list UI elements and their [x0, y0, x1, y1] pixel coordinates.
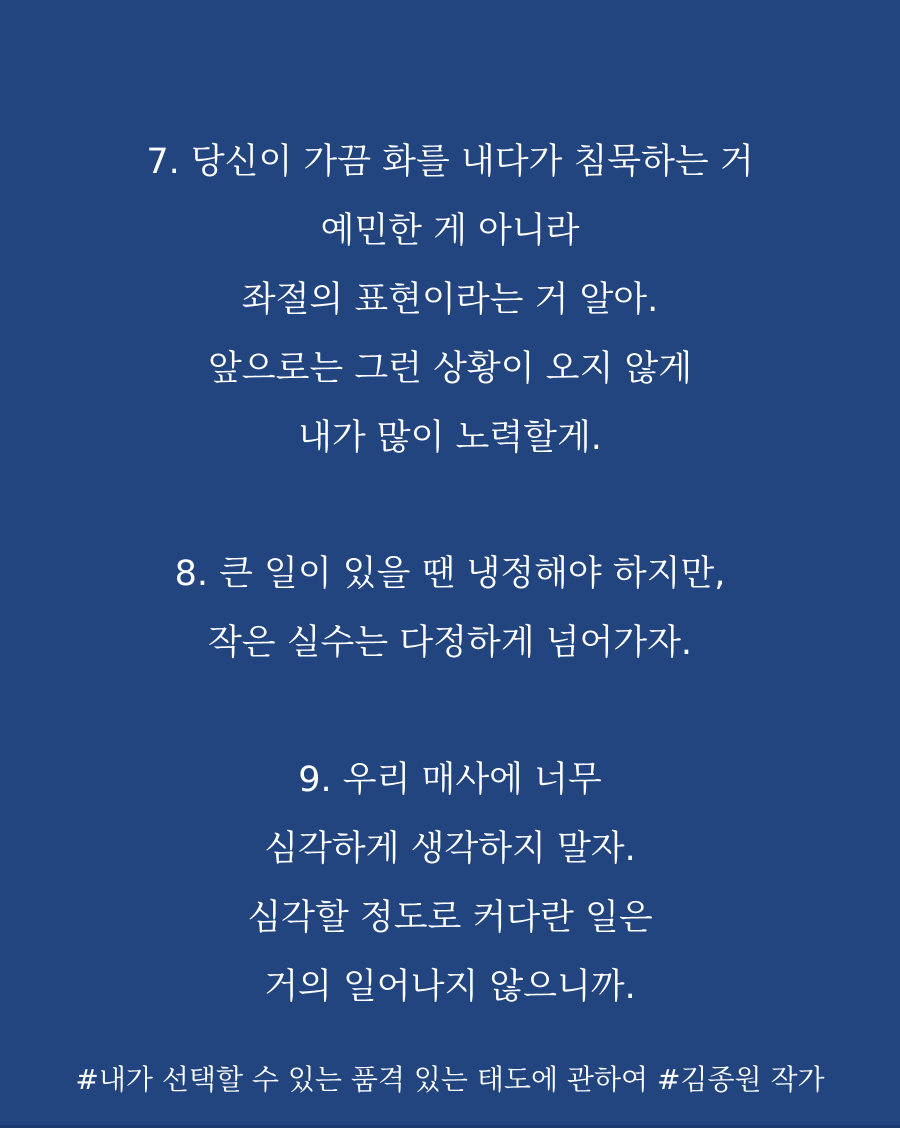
paragraph-line: 작은 실수는 다정하게 넘어가자.: [207, 623, 693, 663]
paragraph-line: 앞으로는 그런 상황이 오지 않게: [207, 349, 693, 389]
paragraph-line: 심각할 정도로 커다란 일은: [247, 898, 653, 938]
paragraph-line: 심각하게 생각하지 말자.: [264, 829, 636, 869]
paragraph-line: 7. 당신이 가끔 화를 내다가 침묵하는 거: [146, 142, 754, 182]
paragraph-7: [0, 128, 900, 473]
paragraph-line: 내가 많이 노력할게.: [298, 418, 602, 458]
footer-hashtags: #내가 선택할 수 있는 품격 있는 태도에 관하여 #김종원 작가: [75, 1063, 825, 1096]
paragraph-9: [0, 746, 900, 1022]
paragraph-8: [0, 540, 900, 678]
paragraph-line: 8. 큰 일이 있을 땐 냉정해야 하지만,: [174, 554, 726, 594]
paragraph-line: 거의 일어나지 않으니까.: [264, 967, 636, 1007]
paragraph-line: 좌절의 표현이라는 거 알아.: [241, 280, 659, 320]
paragraph-line: 9. 우리 매사에 너무: [298, 760, 602, 800]
paragraph-line: 예민한 게 아니라: [320, 211, 580, 251]
